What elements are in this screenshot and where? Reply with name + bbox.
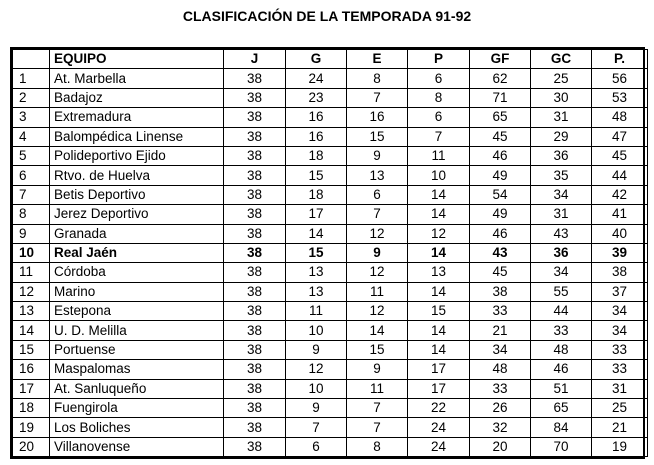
- cell-lost: 17: [408, 360, 470, 379]
- cell-team: Extremadura: [50, 108, 224, 127]
- cell-goals-for: 20: [470, 437, 531, 456]
- cell-played: 38: [224, 379, 286, 398]
- cell-goals-against: 65: [531, 399, 592, 418]
- table-row: [13, 282, 648, 301]
- cell-team: Marino: [50, 282, 224, 301]
- cell-played: 38: [224, 166, 286, 185]
- cell-goals-for: 54: [470, 185, 531, 204]
- cell-lost: 12: [408, 224, 470, 243]
- cell-goals-for: 65: [470, 108, 531, 127]
- cell-points: 38: [592, 263, 648, 282]
- cell-goals-against: 51: [531, 379, 592, 398]
- cell-position: 18: [13, 399, 50, 418]
- cell-won: 16: [286, 127, 347, 146]
- cell-position: 3: [13, 108, 50, 127]
- table-row: [13, 321, 648, 340]
- cell-goals-against: 25: [531, 69, 592, 88]
- cell-goals-for: 62: [470, 69, 531, 88]
- cell-lost: 6: [408, 108, 470, 127]
- table-header-row: [13, 50, 648, 69]
- cell-position: 5: [13, 146, 50, 165]
- cell-position: 10: [13, 243, 50, 262]
- cell-drawn: 14: [347, 321, 408, 340]
- page-title: CLASIFICACIÓN DE LA TEMPORADA 91-92: [182, 8, 472, 24]
- header-lost: P: [408, 50, 470, 69]
- cell-drawn: 6: [347, 185, 408, 204]
- cell-played: 38: [224, 69, 286, 88]
- cell-position: 11: [13, 263, 50, 282]
- cell-goals-for: 33: [470, 302, 531, 321]
- cell-won: 13: [286, 282, 347, 301]
- header-won: G: [286, 50, 347, 69]
- cell-points: 21: [592, 418, 648, 437]
- cell-won: 6: [286, 437, 347, 456]
- cell-goals-against: 84: [531, 418, 592, 437]
- cell-position: 17: [13, 379, 50, 398]
- cell-goals-against: 43: [531, 224, 592, 243]
- cell-goals-for: 34: [470, 340, 531, 359]
- cell-drawn: 13: [347, 166, 408, 185]
- cell-drawn: 16: [347, 108, 408, 127]
- cell-goals-against: 30: [531, 88, 592, 107]
- header-position: [13, 50, 50, 69]
- cell-team: Villanovense: [50, 437, 224, 456]
- cell-goals-for: 45: [470, 263, 531, 282]
- cell-lost: 8: [408, 88, 470, 107]
- cell-won: 18: [286, 185, 347, 204]
- cell-won: 7: [286, 418, 347, 437]
- cell-goals-for: 49: [470, 166, 531, 185]
- cell-team: Betis Deportivo: [50, 185, 224, 204]
- cell-drawn: 12: [347, 263, 408, 282]
- cell-team: Real Jaén: [50, 243, 224, 262]
- cell-goals-for: 49: [470, 205, 531, 224]
- cell-won: 10: [286, 379, 347, 398]
- cell-points: 34: [592, 302, 648, 321]
- cell-played: 38: [224, 243, 286, 262]
- cell-position: 15: [13, 340, 50, 359]
- cell-points: 34: [592, 321, 648, 340]
- cell-goals-against: 55: [531, 282, 592, 301]
- table-row: [13, 340, 648, 359]
- cell-points: 47: [592, 127, 648, 146]
- cell-lost: 6: [408, 69, 470, 88]
- cell-played: 38: [224, 418, 286, 437]
- cell-played: 38: [224, 302, 286, 321]
- table-row: [13, 263, 648, 282]
- cell-points: 42: [592, 185, 648, 204]
- cell-goals-for: 71: [470, 88, 531, 107]
- cell-drawn: 12: [347, 302, 408, 321]
- header-played: J: [224, 50, 286, 69]
- cell-goals-against: 29: [531, 127, 592, 146]
- cell-points: 33: [592, 360, 648, 379]
- cell-won: 15: [286, 243, 347, 262]
- cell-team: Rtvo. de Huelva: [50, 166, 224, 185]
- table-row: [13, 360, 648, 379]
- cell-points: 44: [592, 166, 648, 185]
- cell-team: Fuengirola: [50, 399, 224, 418]
- table-row: [13, 146, 648, 165]
- cell-position: 8: [13, 205, 50, 224]
- table-row: [13, 302, 648, 321]
- cell-played: 38: [224, 108, 286, 127]
- cell-points: 48: [592, 108, 648, 127]
- standings-table-frame: [10, 47, 645, 459]
- table-row: [13, 127, 648, 146]
- cell-goals-against: 33: [531, 321, 592, 340]
- cell-won: 13: [286, 263, 347, 282]
- table-row: [13, 69, 648, 88]
- cell-goals-against: 48: [531, 340, 592, 359]
- cell-points: 45: [592, 146, 648, 165]
- table-row: [13, 108, 648, 127]
- cell-team: Balompédica Linense: [50, 127, 224, 146]
- cell-drawn: 9: [347, 243, 408, 262]
- cell-position: 4: [13, 127, 50, 146]
- cell-won: 17: [286, 205, 347, 224]
- cell-won: 12: [286, 360, 347, 379]
- table-row: [13, 243, 648, 262]
- cell-team: At. Marbella: [50, 69, 224, 88]
- cell-team: Maspalomas: [50, 360, 224, 379]
- cell-team: Polideportivo Ejido: [50, 146, 224, 165]
- cell-position: 2: [13, 88, 50, 107]
- cell-drawn: 15: [347, 127, 408, 146]
- table-row: [13, 166, 648, 185]
- cell-goals-against: 70: [531, 437, 592, 456]
- cell-drawn: 7: [347, 418, 408, 437]
- cell-played: 38: [224, 146, 286, 165]
- cell-goals-against: 46: [531, 360, 592, 379]
- cell-team: Los Boliches: [50, 418, 224, 437]
- standings-table: [12, 49, 648, 457]
- cell-team: Portuense: [50, 340, 224, 359]
- header-points: P.: [592, 50, 648, 69]
- cell-lost: 24: [408, 437, 470, 456]
- cell-played: 38: [224, 127, 286, 146]
- table-row: [13, 418, 648, 437]
- cell-won: 9: [286, 399, 347, 418]
- cell-position: 19: [13, 418, 50, 437]
- cell-team: Badajoz: [50, 88, 224, 107]
- cell-goals-for: 38: [470, 282, 531, 301]
- cell-lost: 13: [408, 263, 470, 282]
- cell-team: Córdoba: [50, 263, 224, 282]
- cell-goals-for: 21: [470, 321, 531, 340]
- cell-lost: 10: [408, 166, 470, 185]
- cell-points: 41: [592, 205, 648, 224]
- cell-goals-for: 32: [470, 418, 531, 437]
- cell-position: 7: [13, 185, 50, 204]
- cell-played: 38: [224, 360, 286, 379]
- cell-position: 6: [13, 166, 50, 185]
- cell-won: 23: [286, 88, 347, 107]
- cell-lost: 24: [408, 418, 470, 437]
- cell-goals-for: 48: [470, 360, 531, 379]
- cell-goals-for: 26: [470, 399, 531, 418]
- cell-points: 40: [592, 224, 648, 243]
- cell-position: 13: [13, 302, 50, 321]
- cell-position: 16: [13, 360, 50, 379]
- cell-goals-for: 33: [470, 379, 531, 398]
- cell-lost: 14: [408, 340, 470, 359]
- cell-position: 9: [13, 224, 50, 243]
- cell-drawn: 8: [347, 69, 408, 88]
- cell-drawn: 7: [347, 205, 408, 224]
- cell-points: 56: [592, 69, 648, 88]
- cell-goals-for: 46: [470, 224, 531, 243]
- cell-drawn: 7: [347, 399, 408, 418]
- cell-position: 1: [13, 69, 50, 88]
- cell-goals-against: 36: [531, 243, 592, 262]
- cell-points: 53: [592, 88, 648, 107]
- cell-won: 10: [286, 321, 347, 340]
- cell-drawn: 12: [347, 224, 408, 243]
- cell-goals-against: 31: [531, 108, 592, 127]
- cell-won: 15: [286, 166, 347, 185]
- cell-lost: 14: [408, 282, 470, 301]
- cell-goals-against: 34: [531, 263, 592, 282]
- cell-points: 37: [592, 282, 648, 301]
- cell-won: 9: [286, 340, 347, 359]
- cell-played: 38: [224, 340, 286, 359]
- cell-won: 16: [286, 108, 347, 127]
- cell-played: 38: [224, 88, 286, 107]
- cell-goals-against: 34: [531, 185, 592, 204]
- cell-lost: 17: [408, 379, 470, 398]
- table-row: [13, 185, 648, 204]
- table-row: [13, 379, 648, 398]
- cell-drawn: 9: [347, 146, 408, 165]
- table-row: [13, 224, 648, 243]
- cell-lost: 14: [408, 205, 470, 224]
- cell-points: 33: [592, 340, 648, 359]
- cell-drawn: 11: [347, 282, 408, 301]
- table-body: [13, 69, 648, 457]
- cell-position: 12: [13, 282, 50, 301]
- cell-points: 39: [592, 243, 648, 262]
- cell-played: 38: [224, 185, 286, 204]
- cell-goals-against: 44: [531, 302, 592, 321]
- cell-points: 31: [592, 379, 648, 398]
- cell-lost: 14: [408, 243, 470, 262]
- header-goals-for: GF: [470, 50, 531, 69]
- cell-won: 11: [286, 302, 347, 321]
- cell-lost: 14: [408, 185, 470, 204]
- cell-played: 38: [224, 205, 286, 224]
- cell-won: 14: [286, 224, 347, 243]
- header-team: EQUIPO: [50, 50, 224, 69]
- header-goals-against: GC: [531, 50, 592, 69]
- cell-lost: 15: [408, 302, 470, 321]
- cell-team: U. D. Melilla: [50, 321, 224, 340]
- cell-points: 25: [592, 399, 648, 418]
- cell-won: 18: [286, 146, 347, 165]
- cell-goals-for: 46: [470, 146, 531, 165]
- cell-won: 24: [286, 69, 347, 88]
- cell-team: Jerez Deportivo: [50, 205, 224, 224]
- cell-played: 38: [224, 282, 286, 301]
- cell-played: 38: [224, 224, 286, 243]
- table-row: [13, 399, 648, 418]
- cell-team: At. Sanluqueño: [50, 379, 224, 398]
- cell-goals-for: 43: [470, 243, 531, 262]
- cell-drawn: 8: [347, 437, 408, 456]
- cell-drawn: 9: [347, 360, 408, 379]
- cell-drawn: 15: [347, 340, 408, 359]
- cell-lost: 14: [408, 321, 470, 340]
- cell-lost: 11: [408, 146, 470, 165]
- cell-played: 38: [224, 437, 286, 456]
- cell-goals-against: 35: [531, 166, 592, 185]
- cell-points: 19: [592, 437, 648, 456]
- table-row: [13, 437, 648, 456]
- cell-played: 38: [224, 263, 286, 282]
- cell-drawn: 7: [347, 88, 408, 107]
- cell-position: 14: [13, 321, 50, 340]
- cell-goals-against: 31: [531, 205, 592, 224]
- cell-goals-against: 36: [531, 146, 592, 165]
- table-row: [13, 88, 648, 107]
- cell-lost: 7: [408, 127, 470, 146]
- cell-goals-for: 45: [470, 127, 531, 146]
- cell-drawn: 11: [347, 379, 408, 398]
- cell-position: 20: [13, 437, 50, 456]
- cell-team: Granada: [50, 224, 224, 243]
- cell-played: 38: [224, 399, 286, 418]
- cell-played: 38: [224, 321, 286, 340]
- header-drawn: E: [347, 50, 408, 69]
- table-row: [13, 205, 648, 224]
- cell-team: Estepona: [50, 302, 224, 321]
- cell-lost: 22: [408, 399, 470, 418]
